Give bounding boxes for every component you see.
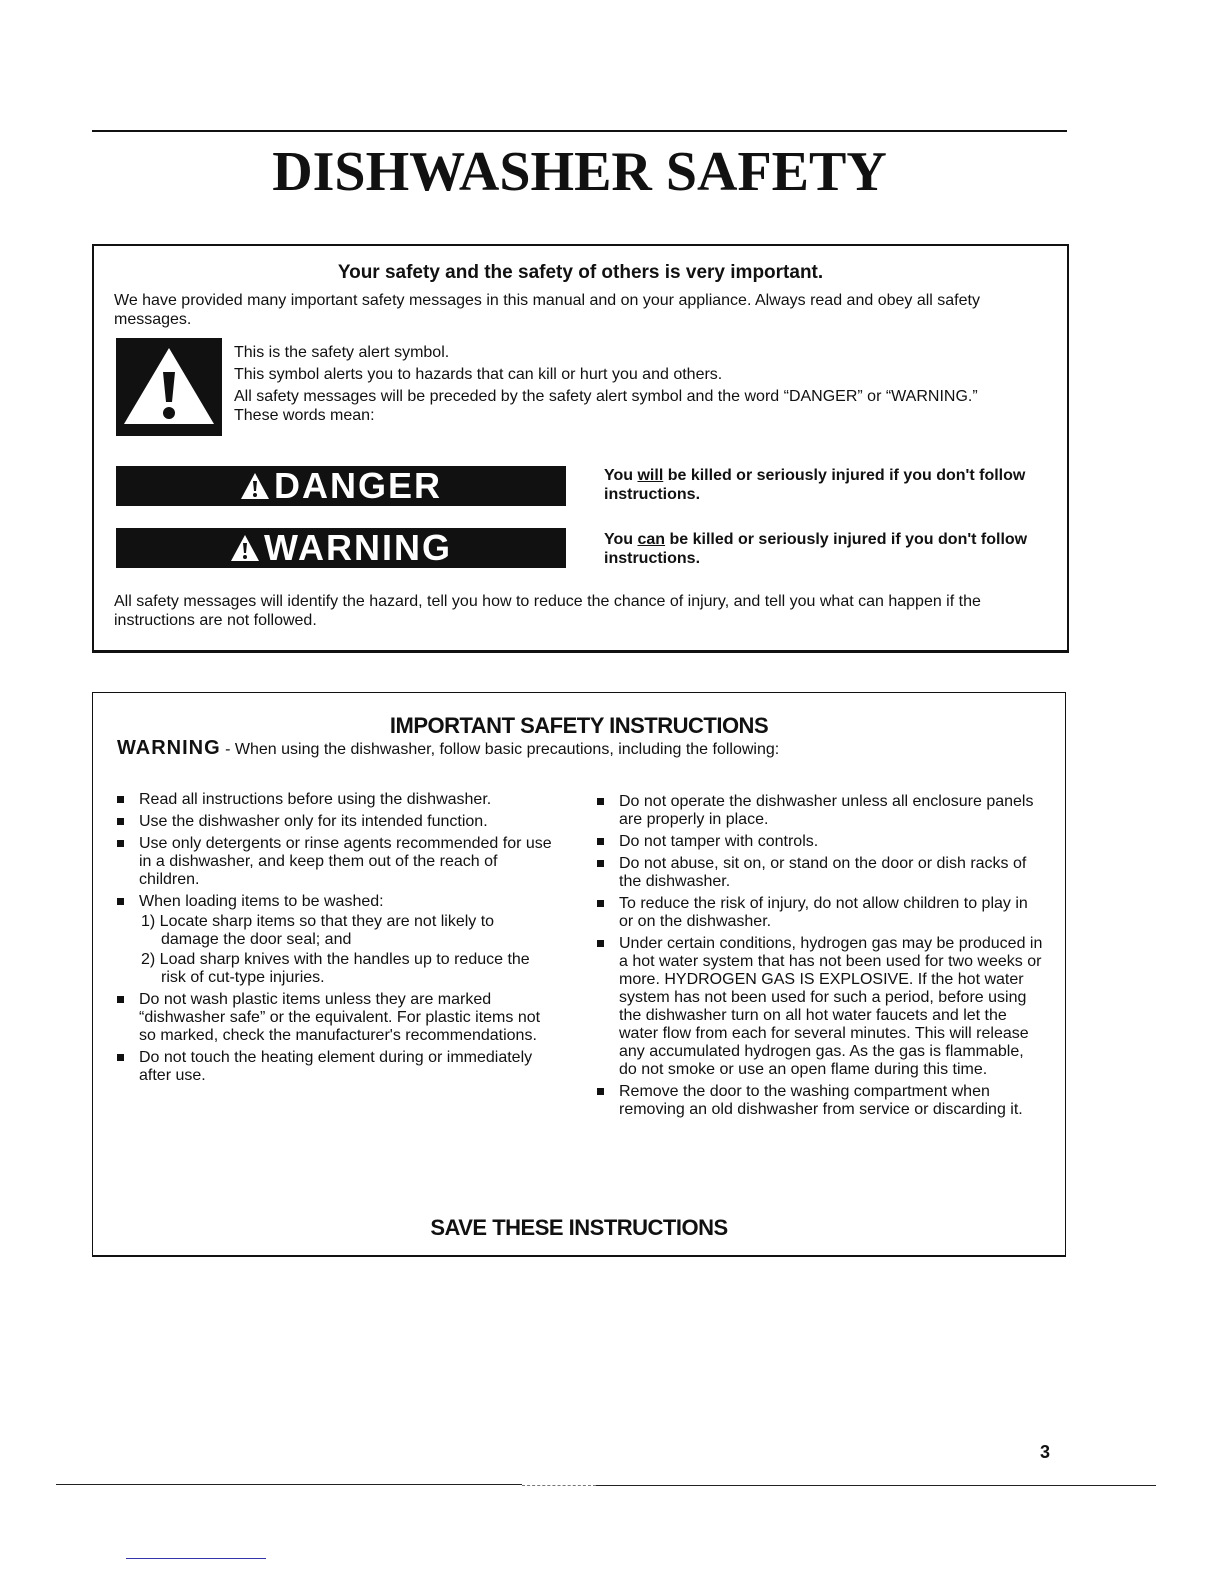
list-item-text: Read all instructions before using the dishwasher. (139, 791, 492, 808)
warning-desc-emphasis: can (637, 531, 666, 548)
list-item-text: Do not abuse, sit on, or stand on the door or dish racks of the dishwasher. (619, 855, 1027, 890)
square-bullet-icon (117, 840, 124, 847)
warning-description (604, 530, 1044, 568)
list-item (595, 935, 1045, 1079)
warning-label: WARNING (264, 527, 452, 568)
page-title: DISHWASHER SAFETY (272, 141, 887, 203)
list-item-text: Do not wash plastic items unless they are marked “dishwasher safe” or the equivalent. For plastic items not so marked, check the manufacturer's recommendations. (139, 991, 541, 1044)
safety-message-box (92, 244, 1069, 653)
page-number: 3 (1040, 1442, 1051, 1462)
instructions-heading: IMPORTANT SAFETY INSTRUCTIONS (389, 713, 769, 738)
list-item (595, 1083, 1045, 1119)
square-bullet-icon (597, 900, 604, 907)
list-item-text: To reduce the risk of injury, do not allow children to play in or on the dishwasher. (619, 895, 1028, 930)
bottom-rule-dashed (522, 1485, 596, 1487)
danger-desc-pre: You (604, 467, 638, 484)
list-item-text: Use the dishwasher only for its intended function. (139, 813, 488, 830)
square-bullet-icon (597, 1088, 604, 1095)
safety-intro-text: We have provided many important safety messages in this manual and on your appliance. Always read and obey all safety messages. (114, 292, 980, 328)
square-bullet-icon (117, 818, 124, 825)
list-item (595, 833, 1045, 851)
list-item-text: Remove the door to the washing compartment when removing an old dishwasher from service or discarding it. (619, 1083, 1023, 1118)
save-instructions-footer: SAVE THESE INSTRUCTIONS (430, 1215, 728, 1240)
square-bullet-icon (597, 940, 604, 947)
list-item-text: Under certain conditions, hydrogen gas may be produced in a hot water system that has not been used for two weeks or more. HYDROGEN GAS IS EXPLOSIVE. If the hot water system has not been used for such a period, before using the dishwasher turn on all hot water faucets and let the water flow from each for several minutes. This will release any accumulated hydrogen gas. As the gas is flammable, do not smoke or use an open flame during this time. (619, 935, 1043, 1078)
list-item-text: Use only detergents or rinse agents recommended for use in a dishwasher, and keep them out of the reach of children. (139, 835, 552, 888)
danger-signal-bar (116, 466, 566, 506)
warning-desc-post: be killed or seriously injured if you don't follow instructions. (604, 531, 1028, 567)
list-item (595, 855, 1045, 891)
alert-line-1: This is the safety alert symbol. (234, 344, 450, 361)
list-item (115, 813, 555, 831)
alert-line-2: This symbol alerts you to hazards that can kill or hurt you and others. (234, 366, 723, 383)
warning-desc-pre: You (604, 531, 638, 548)
list-item (115, 991, 555, 1045)
alert-line-3: All safety messages will be preceded by the safety alert symbol and the word “DANGER” or “WARNING.” These words mean: (234, 388, 978, 424)
list-item-text: When loading items to be washed: (139, 893, 384, 910)
square-bullet-icon (597, 798, 604, 805)
loading-sub-list (139, 913, 555, 987)
identify-hazard-text: All safety messages will identify the hazard, tell you how to reduce the chance of injury, and tell you what can happen if the instructions are not followed. (114, 593, 981, 629)
list-item (595, 895, 1045, 931)
danger-desc-post: be killed or seriously injured if you don't follow instructions. (604, 467, 1026, 503)
list-item (115, 1049, 555, 1085)
square-bullet-icon (597, 860, 604, 867)
warning-intro-line (117, 737, 1047, 760)
list-item-text: Do not operate the dishwasher unless all enclosure panels are properly in place. (619, 793, 1034, 828)
square-bullet-icon (117, 996, 124, 1003)
danger-label: DANGER (273, 465, 442, 506)
warning-word: WARNING (117, 737, 221, 759)
safety-box-heading: Your safety and the safety of others is very important. (337, 262, 824, 283)
sub-list-item: 2) Load sharp knives with the handles up to reduce the risk of cut-type injuries. (141, 951, 530, 986)
warning-signal-bar (116, 528, 566, 568)
instructions-left-column (115, 791, 555, 1089)
bottom-rule (596, 1485, 1156, 1486)
corner-rule (126, 1558, 266, 1559)
danger-description (604, 466, 1044, 504)
list-item-text: Do not touch the heating element during or immediately after use. (139, 1049, 533, 1084)
danger-desc-emphasis: will (637, 467, 664, 484)
square-bullet-icon (597, 838, 604, 845)
alert-symbol-explanation (234, 343, 1024, 428)
instructions-right-column (595, 793, 1045, 1123)
list-item (115, 791, 555, 809)
bottom-rule (56, 1484, 522, 1485)
list-item (115, 835, 555, 889)
safety-alert-icon (116, 338, 222, 436)
list-item (115, 893, 555, 987)
square-bullet-icon (117, 1054, 124, 1061)
square-bullet-icon (117, 796, 124, 803)
top-rule (92, 130, 1067, 132)
warning-alert-icon (230, 534, 260, 562)
square-bullet-icon (117, 898, 124, 905)
important-instructions-box (92, 692, 1066, 1257)
danger-alert-icon (240, 472, 270, 500)
list-item-text: Do not tamper with controls. (619, 833, 819, 850)
sub-list-item: 1) Locate sharp items so that they are not likely to damage the door seal; and (141, 913, 495, 948)
warning-intro-text: - When using the dishwasher, follow basic precautions, including the following: (220, 741, 780, 758)
list-item (595, 793, 1045, 829)
